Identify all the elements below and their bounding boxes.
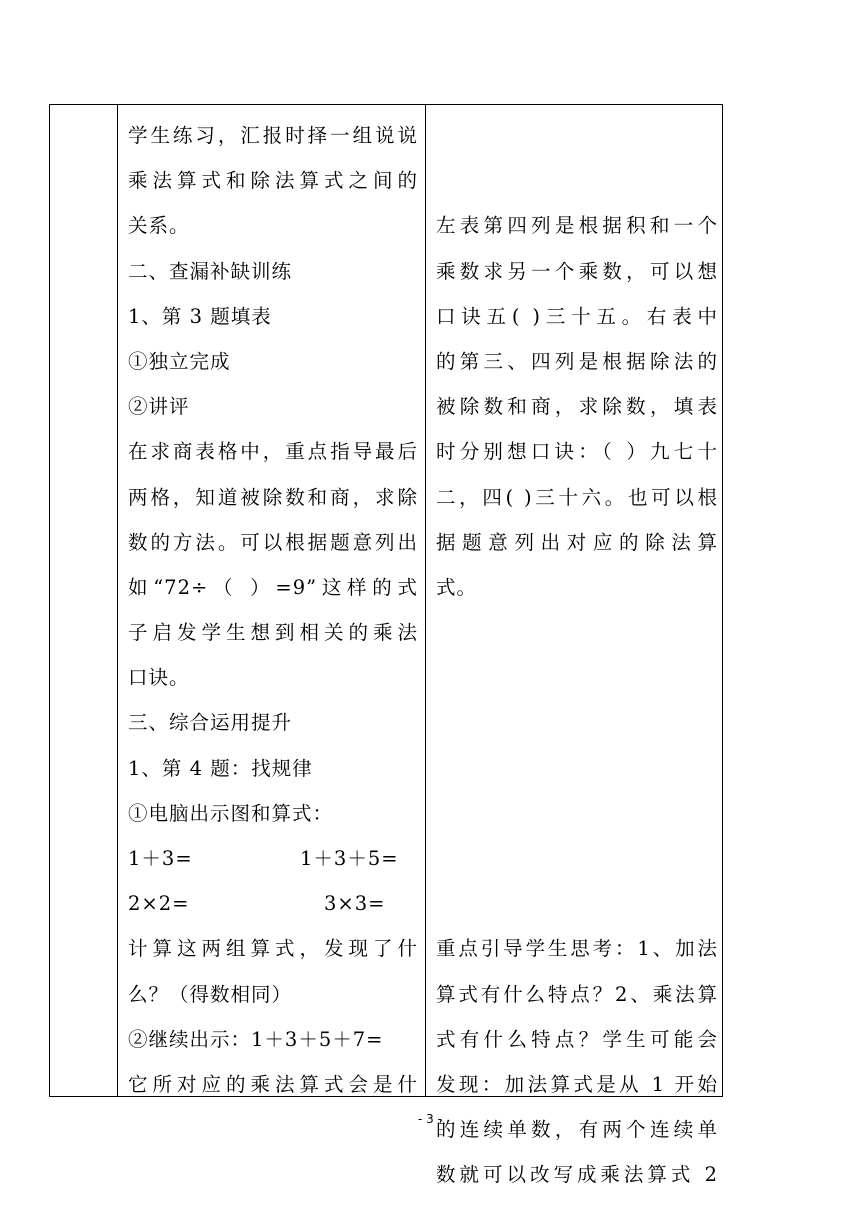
text-line: 左表第四列是根据积和一个 bbox=[436, 214, 718, 238]
expression-row bbox=[128, 881, 418, 926]
section-heading: 二、查漏补缺训练 bbox=[128, 259, 293, 283]
text-line: 关系。 bbox=[128, 214, 190, 238]
text-line: 在求商表格中，重点指导最后 bbox=[128, 440, 418, 464]
text-line: 重点引导学生思考：1、加法 bbox=[436, 937, 718, 961]
text-line: 乘数求另一个乘数，可以想 bbox=[436, 259, 718, 283]
spacer bbox=[436, 836, 718, 881]
text-line: 1、第 3 题填表 bbox=[128, 304, 272, 328]
spacer bbox=[436, 113, 718, 158]
text-line: 如“72÷（ ）=9”这样的式 bbox=[128, 575, 418, 599]
text-line: 式有什么特点？学生可能会 bbox=[436, 1027, 718, 1051]
text-line: 据题意列出对应的除法算 bbox=[436, 530, 718, 554]
text-line: 子启发学生想到相关的乘法 bbox=[128, 621, 418, 645]
spacer bbox=[436, 791, 718, 836]
column-divider-1 bbox=[117, 105, 118, 1096]
text-line: 它所对应的乘法算式会是什 bbox=[128, 1072, 418, 1096]
section-heading: 三、综合运用提升 bbox=[128, 711, 293, 735]
text-line: ①独立完成 bbox=[128, 349, 231, 373]
text-line: 的连续单数，有两个连续单 bbox=[436, 1118, 718, 1142]
text-line: 两格，知道被除数和商，求除 bbox=[128, 485, 418, 509]
expression-row bbox=[128, 836, 418, 881]
expression: 2×2= bbox=[128, 892, 190, 916]
text-line: 学生练习，汇报时择一组说说 bbox=[128, 124, 418, 147]
text-line: 1、第 4 题：找规律 bbox=[128, 756, 313, 780]
text-line: 时分别想口诀：（ ）九七十 bbox=[436, 440, 718, 464]
text-line: 二，四( )三十六。也可以根 bbox=[436, 485, 718, 509]
design-intent-column bbox=[436, 113, 718, 1198]
text-line: ②继续出示：1＋3＋5＋7= bbox=[128, 1027, 384, 1051]
expression: 1＋3= bbox=[128, 847, 193, 870]
column-divider-2 bbox=[425, 105, 426, 1096]
expression: 1＋3＋5= bbox=[300, 847, 399, 870]
spacer bbox=[436, 610, 718, 655]
spacer bbox=[436, 700, 718, 745]
text-line: 的第三、四列是根据除法的 bbox=[436, 349, 718, 373]
text-line: 被除数和商，求除数，填表 bbox=[436, 395, 718, 419]
text-line: 口诀五( )三十五。右表中 bbox=[436, 304, 718, 328]
text-line: ②讲评 bbox=[128, 395, 190, 419]
spacer bbox=[436, 746, 718, 791]
spacer bbox=[436, 655, 718, 700]
teaching-process-column bbox=[128, 113, 418, 1107]
text-line: ①电脑出示图和算式： bbox=[128, 801, 334, 825]
text-line: 式。 bbox=[436, 575, 478, 599]
text-line: 数就可以改写成乘法算式 2 bbox=[436, 1163, 718, 1187]
text-line: 计算这两组算式，发现了什 bbox=[128, 937, 418, 961]
text-line: 口诀。 bbox=[128, 666, 190, 690]
spacer bbox=[436, 158, 718, 203]
text-line: 发现：加法算式是从 1 开始 bbox=[436, 1072, 718, 1096]
text-line: 数的方法。可以根据题意列出 bbox=[128, 530, 418, 554]
text-line: 么？（得数相同） bbox=[128, 982, 293, 1006]
expression: 3×3= bbox=[324, 892, 386, 916]
spacer bbox=[436, 881, 718, 926]
lesson-plan-table bbox=[49, 104, 723, 1187]
text-line: 乘法算式和除法算式之间的 bbox=[128, 169, 418, 193]
text-line: 算式有什么特点？2、乘法算 bbox=[436, 982, 718, 1006]
page-number: - 3 - bbox=[418, 1112, 442, 1126]
